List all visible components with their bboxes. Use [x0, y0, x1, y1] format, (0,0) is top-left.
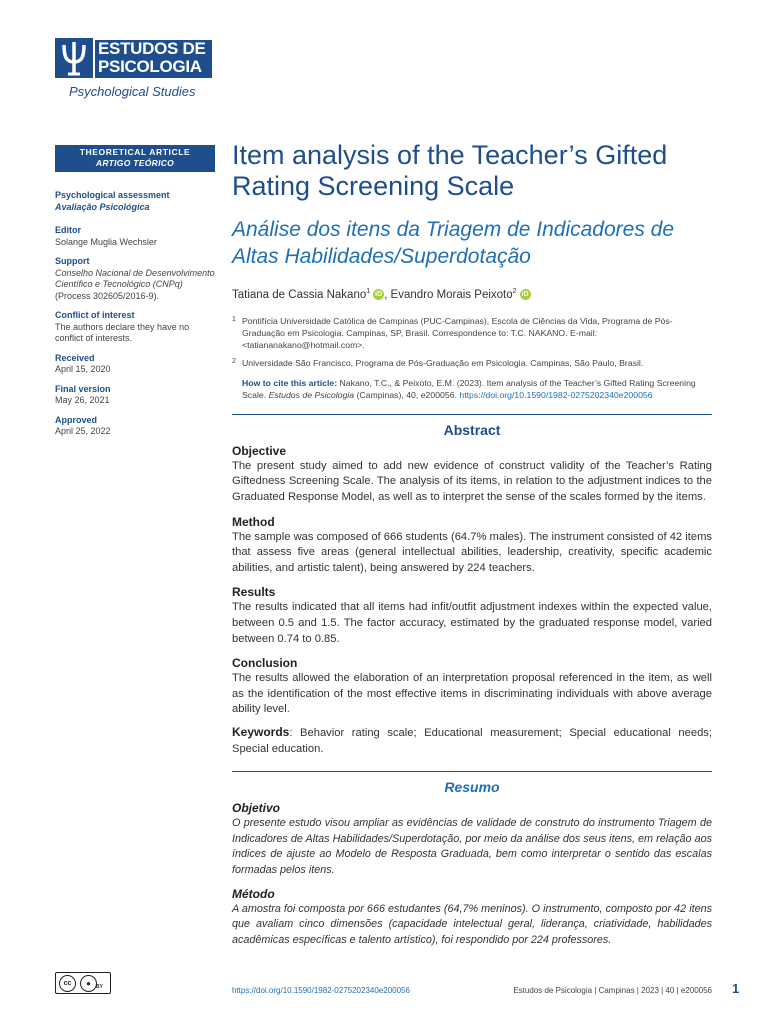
affiliation-1-num: 1: [232, 315, 236, 323]
support-line1: Conselho Nacional de Desenvolvimento Científico e Tecnológico (CNPq): [55, 267, 215, 289]
author-1: Tatiana de Cassia Nakano: [232, 288, 367, 301]
orcid-icon[interactable]: iD: [375, 291, 383, 299]
results-text: The results indicated that all items had infit/outfit adjustment indexes within the expected value, between 0.5 and 1.5. The factor accuracy, estimated by the graduated response model, varied between 0.74 to 0.85.: [232, 601, 712, 645]
affiliation-2-num: 2: [232, 357, 236, 365]
section-label-pt: Avaliação Psicológica: [55, 201, 150, 212]
cite-journal: Estudos de Psicologia: [268, 389, 355, 400]
affiliation-1: [232, 315, 712, 351]
conclusion-text: The results allowed the elaboration of an interpretation proposal referenced in the item, as well as the identification of the most effective items in discriminating individuals with above average ability level.: [232, 672, 712, 716]
footer-doi-link[interactable]: https://doi.org/10.1590/1982-0275202340e200056: [232, 986, 410, 995]
objetivo-heading: Objetivo: [232, 801, 281, 816]
logo-subtitle: Psychological Studies: [69, 84, 196, 99]
objetivo-text: O presente estudo visou ampliar as evidências de validade de construto do instrumento Triagem de Indicadores de Altas Habilidades/Superdotação, por meio da análise dos seus itens, em relação aos índices de ajuste ao Modelo de Resposta Graduada, bem como interpretar o sentido das escalas formadas pelos itens.: [232, 817, 712, 876]
person-icon: ●: [80, 975, 97, 992]
final-version-date: May 26, 2021: [55, 395, 110, 405]
footer-journal-info: Estudos de Psicologia | Campinas | 2023 | 40 | e200056: [513, 986, 712, 995]
sidebar: [55, 145, 215, 438]
conflict-label: Conflict of interest: [55, 310, 135, 320]
keywords: [232, 725, 712, 757]
support-label: Support: [55, 256, 90, 266]
cite-rest: (Campinas), 40, e200056.: [356, 389, 457, 400]
final-version-label: Final version: [55, 383, 111, 394]
journal-logo: [55, 38, 215, 102]
support-line3: (Process 302605/2016-9).: [55, 290, 160, 301]
logo-line1: ESTUDOS DE: [98, 39, 206, 58]
keywords-text: : Behavior rating scale; Educational measurement; Special educational needs; Special education.: [232, 726, 712, 755]
article-title: Item analysis of the Teacher’s Gifted Rating Screening Scale: [232, 140, 668, 201]
author-separator: ,: [384, 288, 391, 301]
metodo-text: A amostra foi composta por 666 estudantes (64,7% meninos). O instrumento, composto por 42 itens que avaliam cinco dimensões (capacidade intelectual geral, liderança, criatividade, habilidades acadêmicas específicas e talento artístico), foi respondido por 224 professores.: [232, 902, 712, 946]
article-type: THEORETICAL ARTICLE: [79, 147, 191, 157]
cite-text: Nakano, T.C., & Peixoto, E.M. (2023). Item analysis of the Teacher’s Gifted Rating Screening Scale.: [242, 377, 696, 400]
cc-icon: cc: [59, 975, 76, 992]
section-label: Psychological assessment: [55, 190, 170, 200]
objective-text: The present study aimed to add new evidence of construct validity of the Teacher’s Rating Giftedness Screening Scale. The analysis of its items, in relation to the adjustment indices to the Graduated Response Model, as well as to interpret the sense of the scales formed by the items.: [232, 459, 712, 504]
logo-line2: PSICOLOGIA: [98, 57, 202, 76]
cite-label: How to cite this article:: [242, 377, 338, 388]
method-heading: Method: [232, 514, 275, 529]
citation: [232, 377, 712, 401]
by-label: BY: [96, 984, 103, 990]
objective-heading: Objective: [232, 443, 287, 458]
conflict-text: The authors declare they have no conflict of interests.: [55, 321, 190, 343]
page-number: 1: [732, 981, 740, 996]
editor-label: Editor: [55, 225, 81, 235]
conclusion-heading: Conclusion: [232, 656, 298, 671]
resumo-divider: [232, 771, 712, 772]
results-heading: Results: [232, 585, 276, 600]
psi-icon: [55, 38, 93, 78]
author-list: [232, 288, 712, 301]
resumo-title: Resumo: [444, 779, 500, 796]
approved-label: Approved: [55, 414, 98, 425]
keywords-heading: Keywords: [232, 724, 290, 739]
logo-wordmark: [95, 40, 212, 78]
author-1-affil: 1: [366, 288, 371, 295]
metodo-heading: Método: [232, 886, 275, 901]
article-type-pt: ARTIGO TEÓRICO: [95, 158, 175, 168]
cc-by-icon[interactable]: [55, 972, 111, 994]
method-text: The sample was composed of 666 students (64.7% males). The instrument consisted of 42 items that assess five areas (general intellectual abilities, leadership, creativity, specific academic abilities, and artistic talent), being answered by 224 teachers.: [232, 530, 712, 574]
received-label: Received: [55, 352, 95, 363]
article-type-badge: [55, 145, 215, 172]
affiliation-2-text: Universidade São Francisco, Programa de Pós-Graduação em Psicologia. Campinas, São Paulo, Brasil.: [242, 357, 644, 368]
cite-doi-link[interactable]: https://doi.org/10.1590/1982-0275202340e200056: [459, 389, 653, 400]
editor-name: Solange Muglia Wechsler: [55, 236, 157, 247]
article-title-pt: Análise dos itens da Triagem de Indicadores de Altas Habilidades/Superdotação: [232, 218, 675, 268]
orcid-icon[interactable]: iD: [521, 291, 529, 299]
affiliation-2: [232, 357, 712, 369]
author-2: Evandro Morais Peixoto: [390, 288, 513, 301]
affiliation-1-text: Pontifícia Universidade Católica de Campinas (PUC-Campinas), Escola de Ciências da Vida, Programa de Pós-Graduação em Psicologia. Campinas, SP, Brasil. Correspondence to: T.C. NAKANO. E-mail: <tatiananakano@hotmail.com>.: [242, 315, 673, 350]
approved-date: April 25, 2022: [55, 426, 111, 436]
support-line2: (CNPq): [152, 279, 183, 289]
author-2-affil: 2: [512, 288, 517, 295]
received-date: April 15, 2020: [55, 364, 111, 374]
abstract-title: Abstract: [443, 421, 501, 438]
abstract-divider: [232, 414, 712, 415]
article-main: [232, 140, 712, 948]
